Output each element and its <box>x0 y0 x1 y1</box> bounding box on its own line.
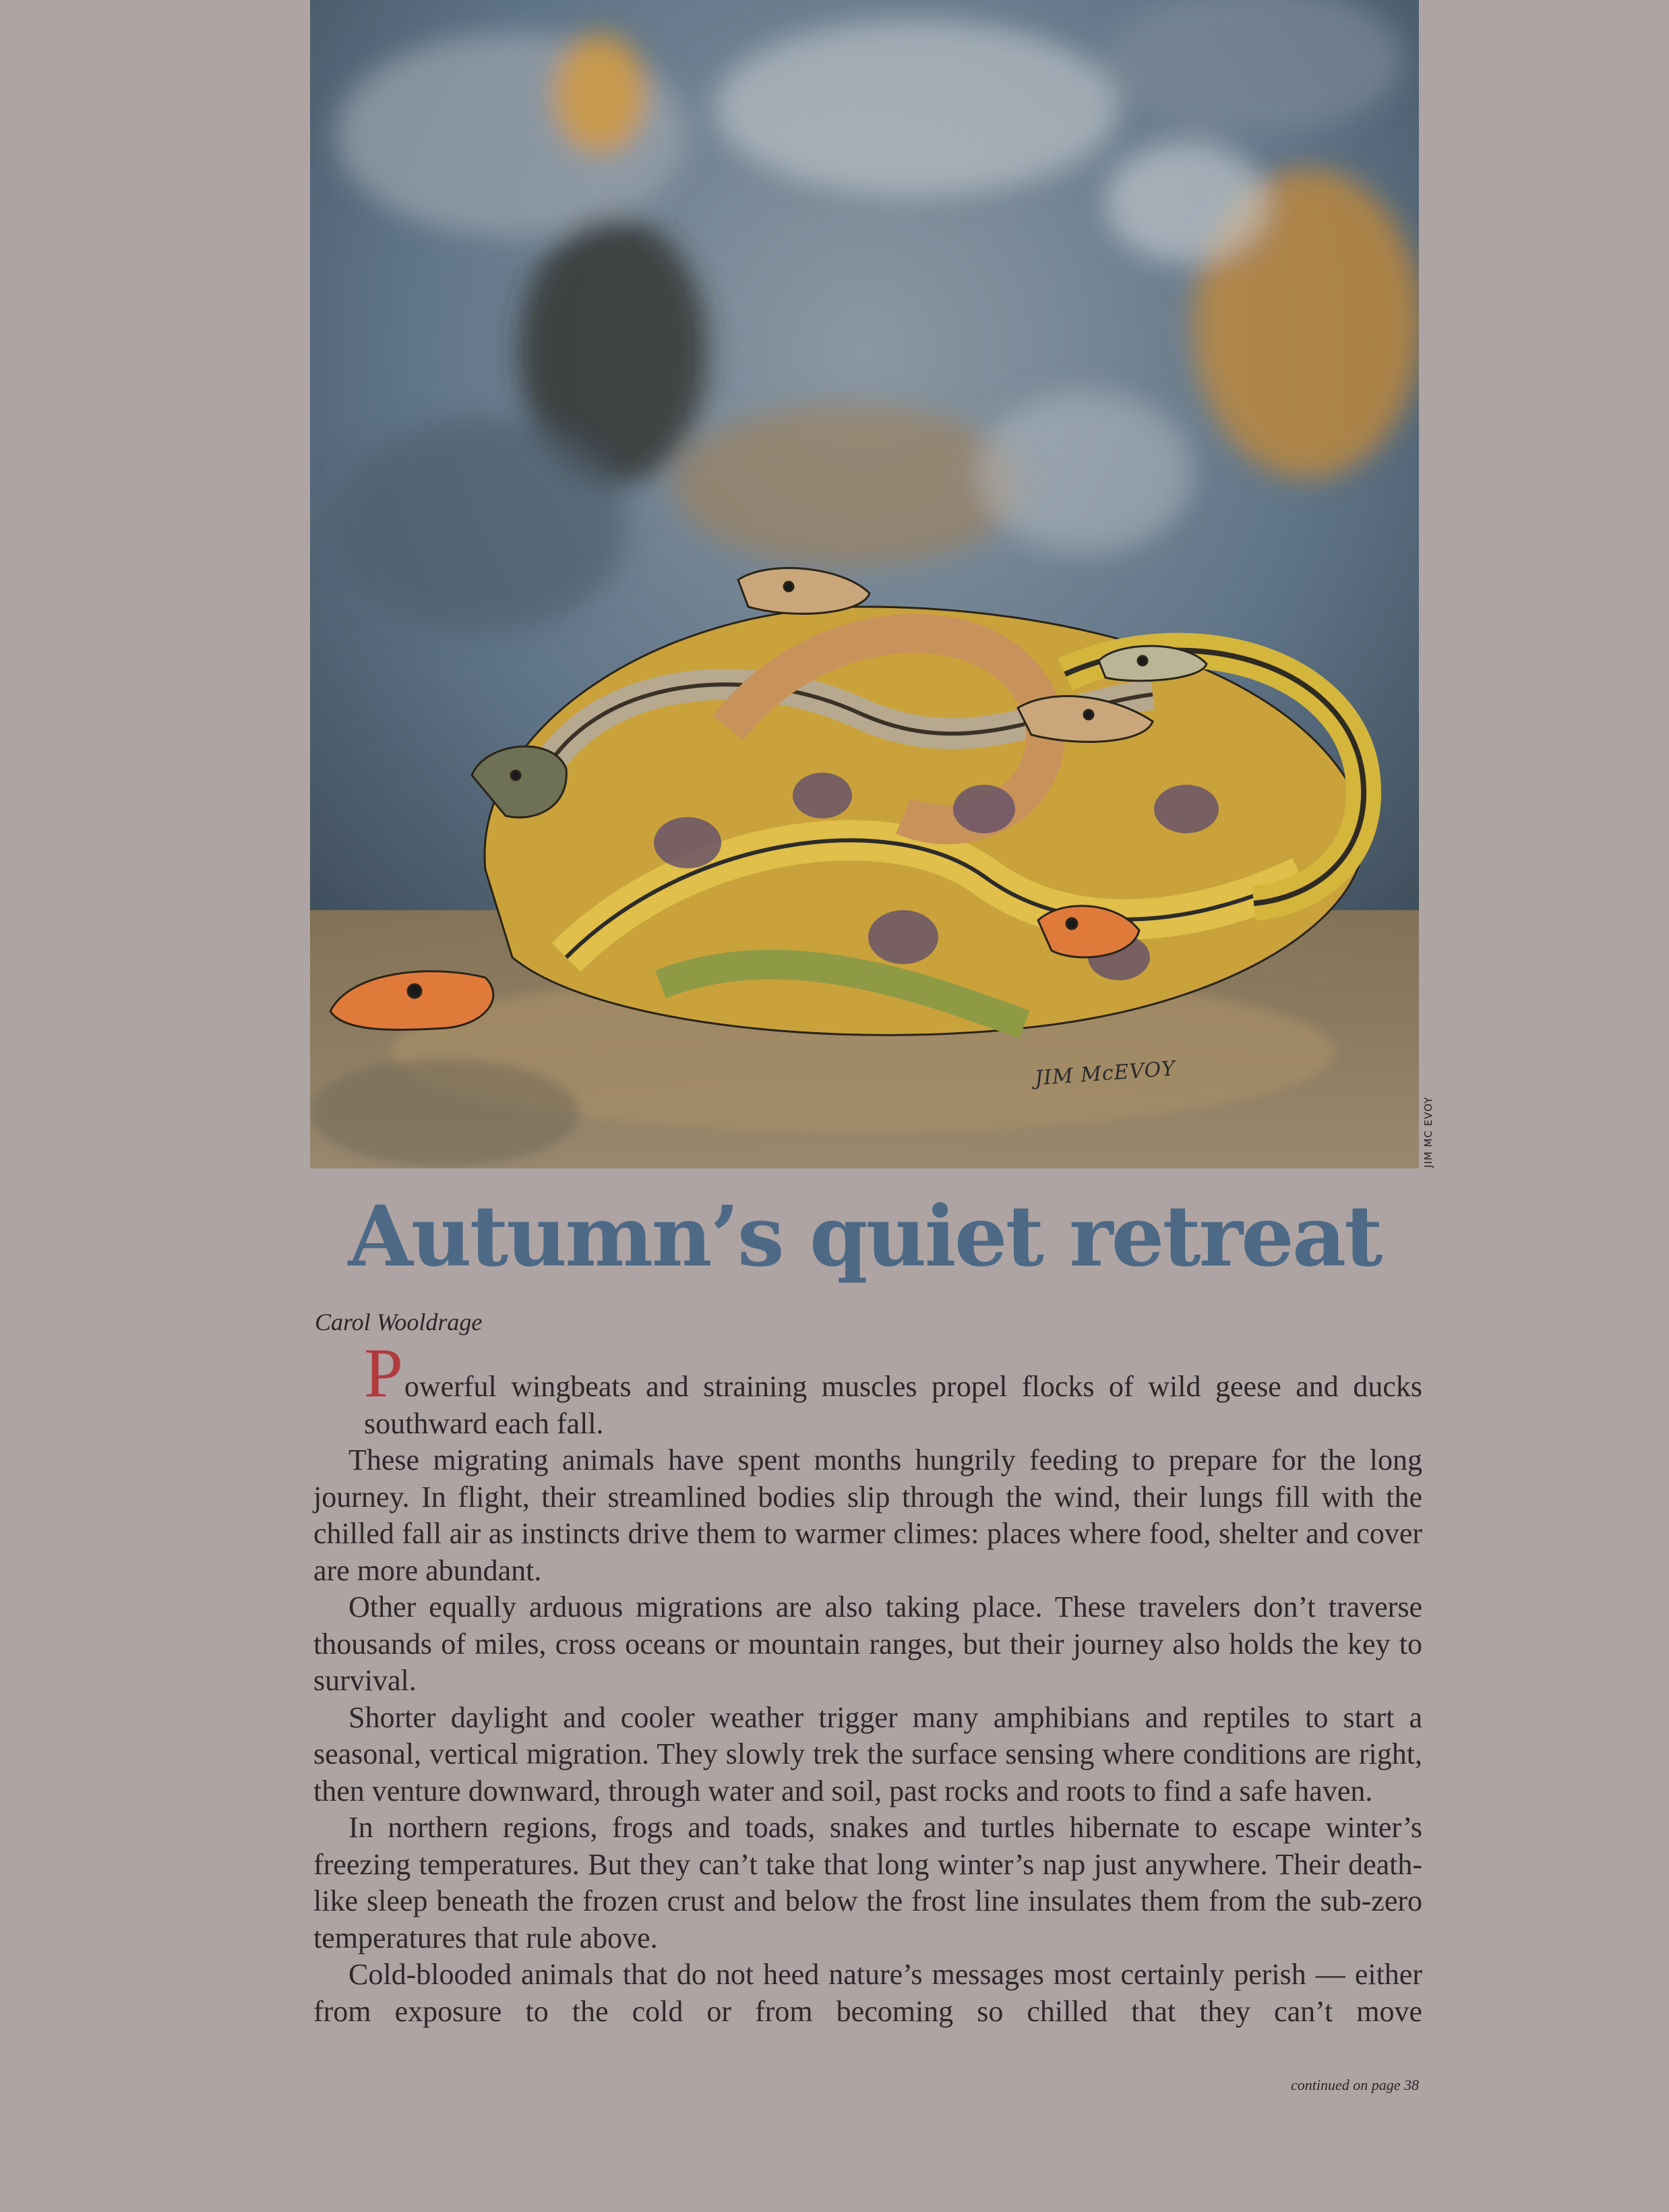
drop-cap: P <box>364 1334 403 1412</box>
snake-illustration <box>310 0 1419 1168</box>
paragraph: Other equally arduous migrations are also taking place. These travelers don’t traverse thousands of miles, cross oceans or mountain ranges, but their journey also holds the key to survival. <box>313 1590 1422 1697</box>
article-body <box>313 1334 1422 2030</box>
byline: Carol Wooldrage <box>315 1309 483 1336</box>
paragraph: In northern regions, frogs and toads, snakes and turtles hibernate to escape winter’s freezing temperatures. But they can’t take that long winter’s nap just anywhere. Their death-like sleep beneath the frozen crust and below the frost line insulates them from the sub-zero temperatures that rule above. <box>313 1811 1422 1954</box>
photo-credit: JIM MC EVOY <box>1422 1096 1434 1168</box>
continued-note: continued on page 38 <box>1290 2076 1419 2093</box>
paragraph: Cold-blooded animals that do not heed nature’s messages most certainly perish — either from exposure to the cold or from becoming so chilled that they can’t move <box>313 1958 1422 2028</box>
article-title: Autumn’s quiet retreat <box>348 1188 1381 1286</box>
paragraph: These migrating animals have spent months hungrily feeding to prepare for the long journey. In flight, their streamlined bodies slip through the wind, their lungs fill with the chilled fall air as instincts drive them to warmer climes: places where food, shelter and cover are more abundant. <box>313 1443 1422 1587</box>
artist-signature: JIM McEVOY <box>1034 1056 1177 1091</box>
paragraph: Shorter daylight and cooler weather trigger many amphibians and reptiles to start a seasonal, vertical migration. They slowly trek the surface sensing where conditions are right, then venture downward, through water and soil, past rocks and roots to find a safe haven. <box>313 1700 1422 1807</box>
paragraph-text: owerful wingbeats and straining muscles propel flocks of wild geese and ducks southward each fall. <box>364 1370 1422 1440</box>
paragraph <box>313 1334 1422 1442</box>
